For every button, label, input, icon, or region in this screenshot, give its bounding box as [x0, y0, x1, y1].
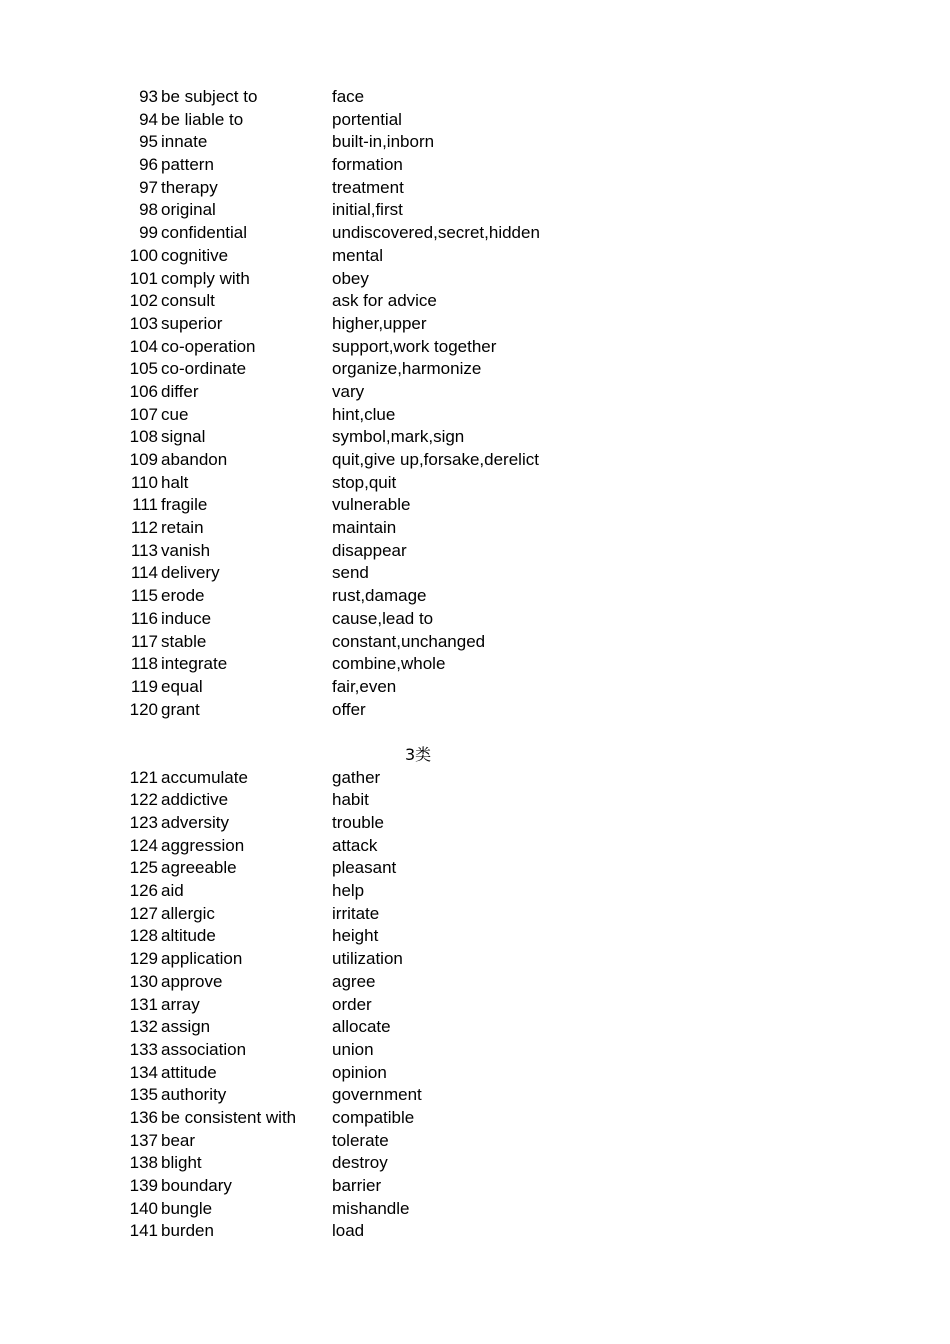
- synonym: union: [332, 1039, 374, 1059]
- synonym: disappear: [332, 540, 407, 560]
- vocab-row: [0, 1152, 950, 1175]
- row-number: 96: [139, 155, 158, 175]
- row-number: 105: [129, 359, 158, 379]
- vocab-word: cue: [161, 404, 189, 424]
- synonym: attack: [332, 835, 378, 855]
- row-number: 122: [129, 790, 158, 810]
- synonym: fair,even: [332, 676, 397, 696]
- synonym: agree: [332, 971, 376, 991]
- row-number: 97: [139, 177, 158, 197]
- vocab-word: array: [161, 994, 200, 1014]
- row-number: 130: [129, 971, 158, 991]
- vocab-word: signal: [161, 427, 206, 447]
- vocab-word: attitude: [161, 1062, 217, 1082]
- row-number: 141: [129, 1221, 158, 1241]
- synonym: mental: [332, 245, 384, 265]
- vocab-row: [0, 449, 950, 472]
- row-number: 93: [139, 87, 158, 106]
- vocab-word: pattern: [161, 155, 214, 175]
- row-number: 134: [129, 1062, 158, 1082]
- row-number: 120: [129, 699, 158, 719]
- row-number: 137: [129, 1130, 158, 1150]
- row-number: 112: [130, 518, 158, 538]
- vocab-row: [0, 131, 950, 154]
- vocab-row: [0, 199, 950, 222]
- vocabulary-sheet: [0, 86, 950, 1243]
- synonym: initial,first: [332, 200, 403, 220]
- row-number: 108: [129, 427, 158, 447]
- vocab-row: [0, 812, 950, 835]
- row-number: 98: [139, 200, 158, 220]
- vocab-row: [0, 608, 950, 631]
- vocab-word: halt: [161, 472, 189, 492]
- vocab-row: [0, 925, 950, 948]
- vocab-word: erode: [161, 586, 205, 606]
- synonym: support,work together: [332, 336, 497, 356]
- synonym: pleasant: [332, 858, 397, 878]
- row-number: 110: [130, 472, 158, 492]
- synonym: portential: [332, 109, 402, 129]
- vocab-word: fragile: [161, 495, 208, 515]
- row-number: 113: [130, 540, 158, 560]
- vocab-word: aggression: [161, 835, 245, 855]
- vocab-row: [0, 313, 950, 336]
- vocab-word: grant: [161, 699, 200, 719]
- synonym: offer: [332, 699, 366, 719]
- synonym: combine,whole: [332, 654, 446, 674]
- vocab-word: authority: [161, 1085, 227, 1105]
- synonym: height: [332, 926, 379, 946]
- vocab-row: [0, 1062, 950, 1085]
- synonym: tolerate: [332, 1130, 389, 1150]
- vocab-row: [0, 1220, 950, 1243]
- row-number: 133: [129, 1039, 158, 1059]
- synonym: barrier: [332, 1176, 382, 1195]
- vocab-row: [0, 154, 950, 177]
- row-number: 119: [130, 676, 158, 696]
- vocab-row: [0, 971, 950, 994]
- vocab-row: [0, 290, 950, 313]
- row-number: 114: [130, 563, 158, 583]
- blank-row: [0, 721, 950, 744]
- row-number: 95: [139, 132, 158, 152]
- vocab-row: [0, 177, 950, 200]
- synonym: built-in,inborn: [332, 132, 435, 152]
- row-number: 107: [129, 404, 158, 424]
- vocab-word: comply with: [161, 268, 250, 288]
- vocab-word: agreeable: [161, 858, 237, 878]
- vocab-row: [0, 540, 950, 563]
- vocab-word: be subject to: [161, 87, 258, 106]
- section-a: [0, 86, 950, 721]
- synonym: government: [332, 1085, 422, 1105]
- vocab-word: approve: [161, 971, 223, 991]
- synonym: constant,unchanged: [332, 631, 486, 651]
- vocab-word: boundary: [161, 1176, 232, 1195]
- vocab-row: [0, 676, 950, 699]
- synonym: irritate: [332, 903, 380, 923]
- vocab-row: [0, 1016, 950, 1039]
- vocab-word: therapy: [161, 177, 218, 197]
- synonym: send: [332, 563, 369, 583]
- vocab-row: [0, 222, 950, 245]
- vocab-row: [0, 699, 950, 722]
- row-number: 139: [129, 1176, 158, 1195]
- vocab-word: co-operation: [161, 336, 256, 356]
- vocab-row: [0, 381, 950, 404]
- vocab-row: [0, 767, 950, 790]
- vocab-row: [0, 472, 950, 495]
- vocab-row: [0, 86, 950, 109]
- row-number: 123: [129, 813, 158, 832]
- synonym: higher,upper: [332, 313, 427, 333]
- vocab-word: bear: [161, 1130, 196, 1150]
- vocab-row: [0, 562, 950, 585]
- vocab-word: association: [161, 1039, 247, 1059]
- row-number: 116: [130, 608, 158, 628]
- vocab-row: [0, 1107, 950, 1130]
- vocab-word: stable: [161, 631, 207, 651]
- vocab-row: [0, 948, 950, 971]
- row-number: 138: [129, 1153, 158, 1173]
- vocab-word: altitude: [161, 926, 216, 946]
- vocab-row: [0, 631, 950, 654]
- row-number: 132: [129, 1017, 158, 1037]
- row-number: 121: [129, 767, 158, 787]
- vocab-row: [0, 994, 950, 1017]
- synonym: compatible: [332, 1107, 415, 1127]
- vocab-word: confidential: [161, 223, 248, 243]
- vocab-word: retain: [161, 518, 204, 538]
- synonym: stop,quit: [332, 472, 397, 492]
- vocab-row: [0, 857, 950, 880]
- synonym: destroy: [332, 1153, 388, 1173]
- row-number: 101: [129, 268, 158, 288]
- vocab-word: differ: [161, 381, 199, 401]
- row-number: 100: [129, 245, 158, 265]
- vocab-word: induce: [161, 608, 212, 628]
- vocab-row: [0, 835, 950, 858]
- vocab-word: assign: [161, 1017, 211, 1037]
- synonym: gather: [332, 767, 381, 787]
- vocab-row: [0, 336, 950, 359]
- vocab-row: [0, 268, 950, 291]
- row-number: 94: [139, 109, 158, 129]
- vocab-row: [0, 517, 950, 540]
- synonym: cause,lead to: [332, 608, 434, 628]
- vocab-word: accumulate: [161, 767, 248, 787]
- synonym: obey: [332, 268, 369, 288]
- vocab-word: be liable to: [161, 109, 244, 129]
- vocab-word: allergic: [161, 903, 215, 923]
- vocab-word: be consistent with: [161, 1107, 297, 1127]
- synonym: vary: [332, 381, 365, 401]
- vocab-word: vanish: [161, 540, 211, 560]
- vocab-word: addictive: [161, 790, 229, 810]
- synonym: symbol,mark,sign: [332, 427, 465, 447]
- section-title: 3类: [405, 744, 432, 764]
- vocab-word: abandon: [161, 450, 228, 469]
- synonym: quit,give up,forsake,derelict: [332, 450, 539, 469]
- vocab-word: equal: [161, 676, 203, 696]
- row-number: 129: [129, 949, 158, 969]
- vocab-row: [0, 109, 950, 132]
- vocab-word: original: [161, 200, 216, 220]
- row-number: 131: [129, 994, 158, 1014]
- vocab-word: adversity: [161, 813, 230, 832]
- section-title-row: [0, 744, 950, 767]
- synonym: face: [332, 87, 365, 106]
- synonym: load: [332, 1221, 365, 1241]
- synonym: help: [332, 881, 365, 901]
- vocab-row: [0, 653, 950, 676]
- vocab-row: [0, 494, 950, 517]
- synonym: treatment: [332, 177, 404, 197]
- row-number: 124: [129, 835, 158, 855]
- vocab-word: delivery: [161, 563, 220, 583]
- row-number: 127: [129, 903, 158, 923]
- vocab-word: co-ordinate: [161, 359, 247, 379]
- synonym: mishandle: [332, 1198, 410, 1218]
- row-number: 102: [129, 291, 158, 311]
- synonym: rust,damage: [332, 586, 427, 606]
- synonym: vulnerable: [332, 495, 411, 515]
- vocab-row: [0, 1198, 950, 1221]
- synonym: allocate: [332, 1017, 391, 1037]
- row-number: 136: [129, 1107, 158, 1127]
- synonym: utilization: [332, 949, 403, 969]
- vocab-row: [0, 789, 950, 812]
- vocab-row: [0, 358, 950, 381]
- synonym: trouble: [332, 813, 384, 832]
- synonym: opinion: [332, 1062, 387, 1082]
- vocab-row: [0, 245, 950, 268]
- synonym: formation: [332, 155, 403, 175]
- synonym: undiscovered,secret,hidden: [332, 223, 540, 243]
- row-number: 117: [130, 631, 158, 651]
- row-number: 111: [132, 495, 158, 515]
- vocab-word: bungle: [161, 1198, 213, 1218]
- vocab-word: superior: [161, 313, 223, 333]
- vocab-word: burden: [161, 1221, 214, 1241]
- vocab-word: application: [161, 949, 243, 969]
- vocab-row: [0, 1084, 950, 1107]
- vocab-row: [0, 1175, 950, 1198]
- row-number: 99: [139, 223, 158, 243]
- synonym: ask for advice: [332, 291, 437, 311]
- vocab-word: integrate: [161, 654, 228, 674]
- vocab-row: [0, 404, 950, 427]
- row-number: 103: [129, 313, 158, 333]
- vocab-word: cognitive: [161, 245, 229, 265]
- row-number: 135: [129, 1085, 158, 1105]
- section-b: [0, 767, 950, 1243]
- synonym: maintain: [332, 518, 397, 538]
- row-number: 106: [129, 381, 158, 401]
- synonym: habit: [332, 790, 369, 810]
- row-number: 128: [129, 926, 158, 946]
- row-number: 109: [129, 450, 158, 469]
- synonym: hint,clue: [332, 404, 396, 424]
- vocab-word: blight: [161, 1153, 202, 1173]
- vocab-row: [0, 880, 950, 903]
- row-number: 104: [129, 336, 158, 356]
- vocab-word: aid: [161, 881, 184, 901]
- vocab-row: [0, 585, 950, 608]
- vocab-row: [0, 1130, 950, 1153]
- vocab-row: [0, 1039, 950, 1062]
- synonym: order: [332, 994, 372, 1014]
- row-number: 140: [129, 1198, 158, 1218]
- row-number: 118: [130, 654, 158, 674]
- vocab-row: [0, 426, 950, 449]
- vocab-word: consult: [161, 291, 215, 311]
- synonym: organize,harmonize: [332, 359, 482, 379]
- row-number: 126: [129, 881, 158, 901]
- row-number: 115: [130, 586, 158, 606]
- vocab-row: [0, 903, 950, 926]
- vocab-word: innate: [161, 132, 208, 152]
- row-number: 125: [129, 858, 158, 878]
